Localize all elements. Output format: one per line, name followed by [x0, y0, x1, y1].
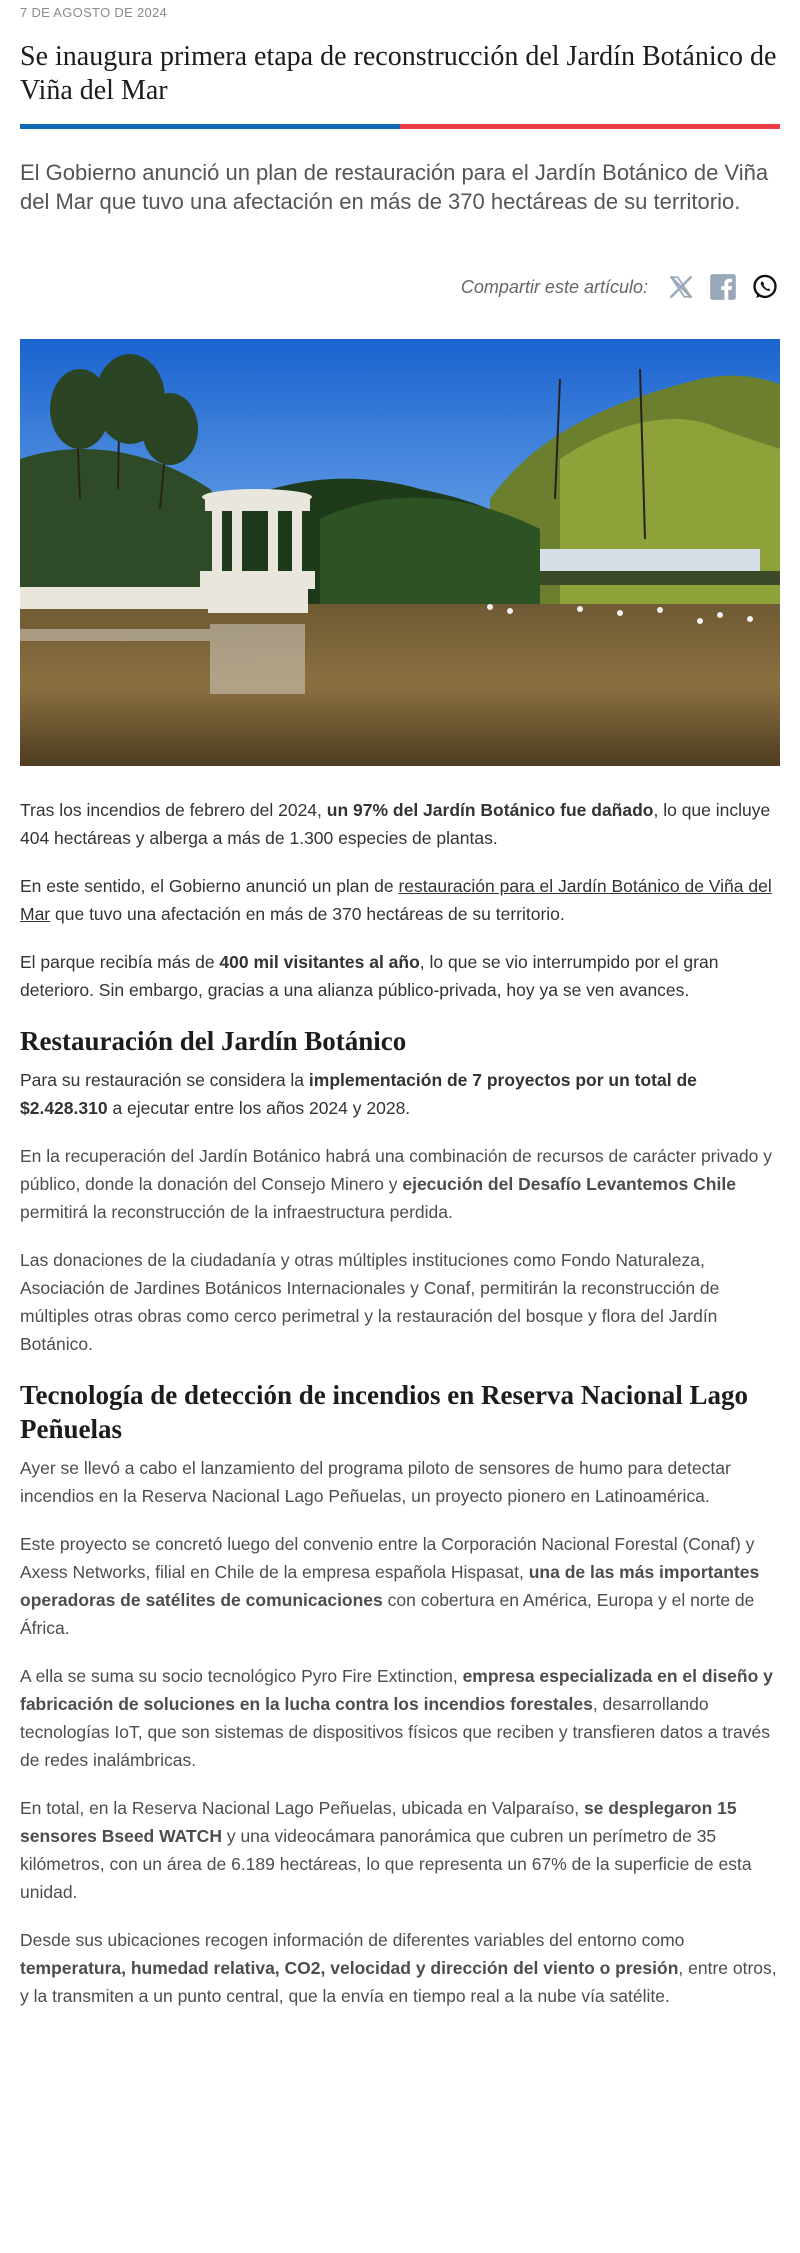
p5-text-a: En la recuperación del Jardín Botánico habrá una combinación de recursos de carácter privado y público, donde la donación del Consejo Minero y — [20, 1146, 772, 1194]
article-date: 7 DE AGOSTO DE 2024 — [20, 5, 168, 20]
paragraph-4 — [20, 1066, 780, 1122]
article-photo — [20, 339, 780, 766]
p8-bold: una de las más importantes operadoras de satélites de comunicaciones — [20, 1562, 760, 1610]
p1-bold: un 97% del Jardín Botánico fue dañado — [326, 800, 654, 820]
facebook-icon[interactable] — [708, 272, 738, 302]
section-heading-restoration: Restauración del Jardín Botánico — [20, 1026, 407, 1056]
lake-gazebo-image — [20, 339, 780, 766]
paragraph-11 — [20, 1926, 780, 2010]
p4-bold: implementación de 7 proyectos por un total de $2.428.310 — [20, 1070, 697, 1118]
article-title: Se inaugura primera etapa de reconstrucción del Jardín Botánico de Viña del Mar — [20, 41, 777, 106]
whatsapp-icon[interactable] — [750, 272, 780, 302]
p4-text-c: a ejecutar entre los años 2024 y 2028. — [107, 1098, 411, 1118]
paragraph-8 — [20, 1530, 780, 1642]
x-icon[interactable] — [666, 272, 696, 302]
restoration-link[interactable]: restauración para el Jardín Botánico de Viña del Mar — [20, 876, 772, 924]
p3-text-a: El parque recibía más de — [20, 952, 220, 972]
paragraph-2 — [20, 872, 780, 928]
p2-text-c: que tuvo una afectación en más de 370 hectáreas de su territorio. — [50, 904, 565, 924]
p1-text-a: Tras los incendios de febrero del 2024, — [20, 800, 327, 820]
paragraph-9 — [20, 1662, 780, 1774]
p2-text-a: En este sentido, el Gobierno anunció un plan de — [20, 876, 399, 896]
p11-text-a: Desde sus ubicaciones recogen información de diferentes variables del entorno como — [20, 1930, 685, 1950]
paragraph-10 — [20, 1794, 780, 1906]
paragraph-1 — [20, 796, 780, 852]
p4-text-a: Para su restauración se considera la — [20, 1070, 309, 1090]
paragraph-5 — [20, 1142, 780, 1226]
paragraph-6: Las donaciones de la ciudadanía y otras múltiples instituciones como Fondo Naturaleza, Asociación de Jardines Botánicos Internacionales y Conaf, permitirán la reconstrucción de múltiples otras obras como cerco perimetral y la restauración del bosque y flora del Jardín Botánico. — [20, 1250, 720, 1354]
share-bar — [461, 272, 780, 302]
p1-text-c: , lo que incluye 404 hectáreas y alberga a más de 1.300 especies de plantas. — [20, 800, 771, 848]
section-heading-technology: Tecnología de detección de incendios en Reserva Nacional Lago Peñuelas — [20, 1380, 748, 1444]
p3-text-c: , lo que se vio interrumpido por el gran deterioro. Sin embargo, gracias a una alianza público-privada, hoy ya se ven avances. — [20, 952, 719, 1000]
p9-bold: empresa especializada en el diseño y fabricación de soluciones en la lucha contra los incendios forestales — [20, 1666, 773, 1714]
p8-text-c: con cobertura en América, Europa y el norte de África. — [20, 1590, 755, 1638]
p10-bold: se desplegaron 15 sensores Bseed WATCH — [20, 1798, 737, 1846]
divider-red — [400, 124, 780, 129]
p11-bold: temperatura, humedad relativa, CO2, velocidad y dirección del viento o presión — [20, 1958, 679, 1978]
p10-text-c: y una videocámara panorámica que cubren un perímetro de 35 kilómetros, con un área de 6.189 hectáreas, lo que representa un 67% de la superficie de esta unidad. — [20, 1826, 752, 1902]
p5-bold: ejecución del Desafío Levantemos Chile — [402, 1174, 736, 1194]
p8-text-a: Este proyecto se concretó luego del convenio entre la Corporación Nacional Forestal (Conaf) y Axess Networks, filial en Chile de la empresa española Hispasat, — [20, 1534, 755, 1582]
article-body — [20, 796, 780, 2030]
p3-bold: 400 mil visitantes al año — [219, 952, 420, 972]
article-lead: El Gobierno anunció un plan de restauración para el Jardín Botánico de Viña del Mar que tuvo una afectación en más de 370 hectáreas de su territorio. — [20, 160, 769, 214]
p11-text-c: , entre otros, y la transmiten a un punto central, que la envía en tiempo real a la nube vía satélite. — [20, 1958, 777, 2006]
divider-blue — [20, 124, 400, 129]
paragraph-3 — [20, 948, 780, 1004]
p10-text-a: En total, en la Reserva Nacional Lago Peñuelas, ubicada en Valparaíso, — [20, 1798, 584, 1818]
p9-text-a: A ella se suma su socio tecnológico Pyro Fire Extinction, — [20, 1666, 463, 1686]
paragraph-7: Ayer se llevó a cabo el lanzamiento del programa piloto de sensores de humo para detectar incendios en la Reserva Nacional Lago Peñuelas, un proyecto pionero en Latinoamérica. — [20, 1458, 731, 1506]
share-label: Compartir este artículo: — [460, 276, 648, 297]
p9-text-c: , desarrollando tecnologías IoT, que son sistemas de dispositivos físicos que reciben y transfieren datos a través de redes inalámbricas. — [20, 1694, 770, 1770]
title-divider — [20, 124, 780, 129]
p5-text-c: permitirá la reconstrucción de la infraestructura perdida. — [20, 1202, 453, 1222]
